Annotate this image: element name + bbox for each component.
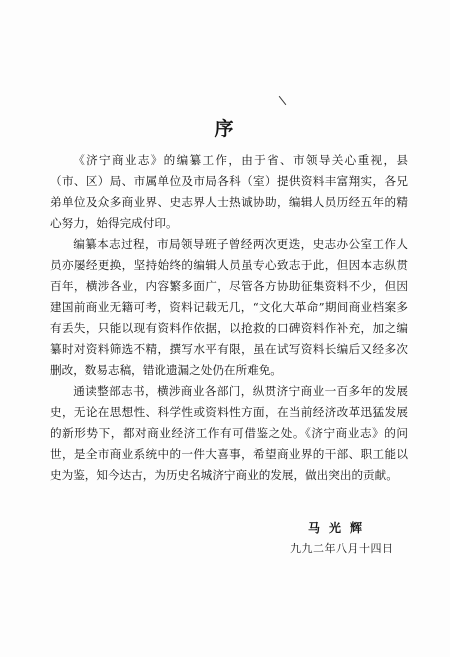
paragraph-2: 编纂本志过程，市局领导班子曾经两次更迭，史志办公室工作人员亦屡经更换，坚持始终的编辑人员虽专心致志于此，但因本志纵贯百年，横涉各业，内容繁多面广，尽管各方协助征集资料不少，但因建国前商业无籍可考，资料记载无几，“文化大革命”期间商业档案多有丢失，只能以现有资料作依据，以抢救的口碑资料作补充，加之编纂时对资料筛选不精，撰写水平有限，虽在试写资料长编后又经多次删改，数易志稿，错讹遗漏之处仍在所难免。 (50, 237, 408, 377)
signature-date: 九九二年八月十四日 (290, 542, 394, 555)
stray-pen-mark (279, 96, 287, 105)
preface-body (50, 150, 408, 486)
preface-title: 序 (214, 118, 236, 140)
author-signature: 马光辉 (308, 521, 372, 535)
paragraph-1: 《济宁商业志》的编纂工作，由于省、市领导关心重视，县（市、区）局、市属单位及市局各科（室）提供资料丰富翔实，各兄弟单位及众多商业界、史志界人士热诚协助，编辑人员历经五年的精心努力，始得完成付印。 (50, 153, 408, 230)
paragraph-3: 通读整部志书，横涉商业各部门，纵贯济宁商业一百多年的发展史，无论在思想性、科学性或资料性方面，在当前经济改革迅猛发展的新形势下，都对商业经济工作有可借鉴之处。《济宁商业志》的问世，是全市商业系统中的一件大喜事，希望商业界的干部、职工能以史为鉴，知今达古，为历史名城济宁商业的发展，做出突出的贡献。 (50, 384, 408, 482)
